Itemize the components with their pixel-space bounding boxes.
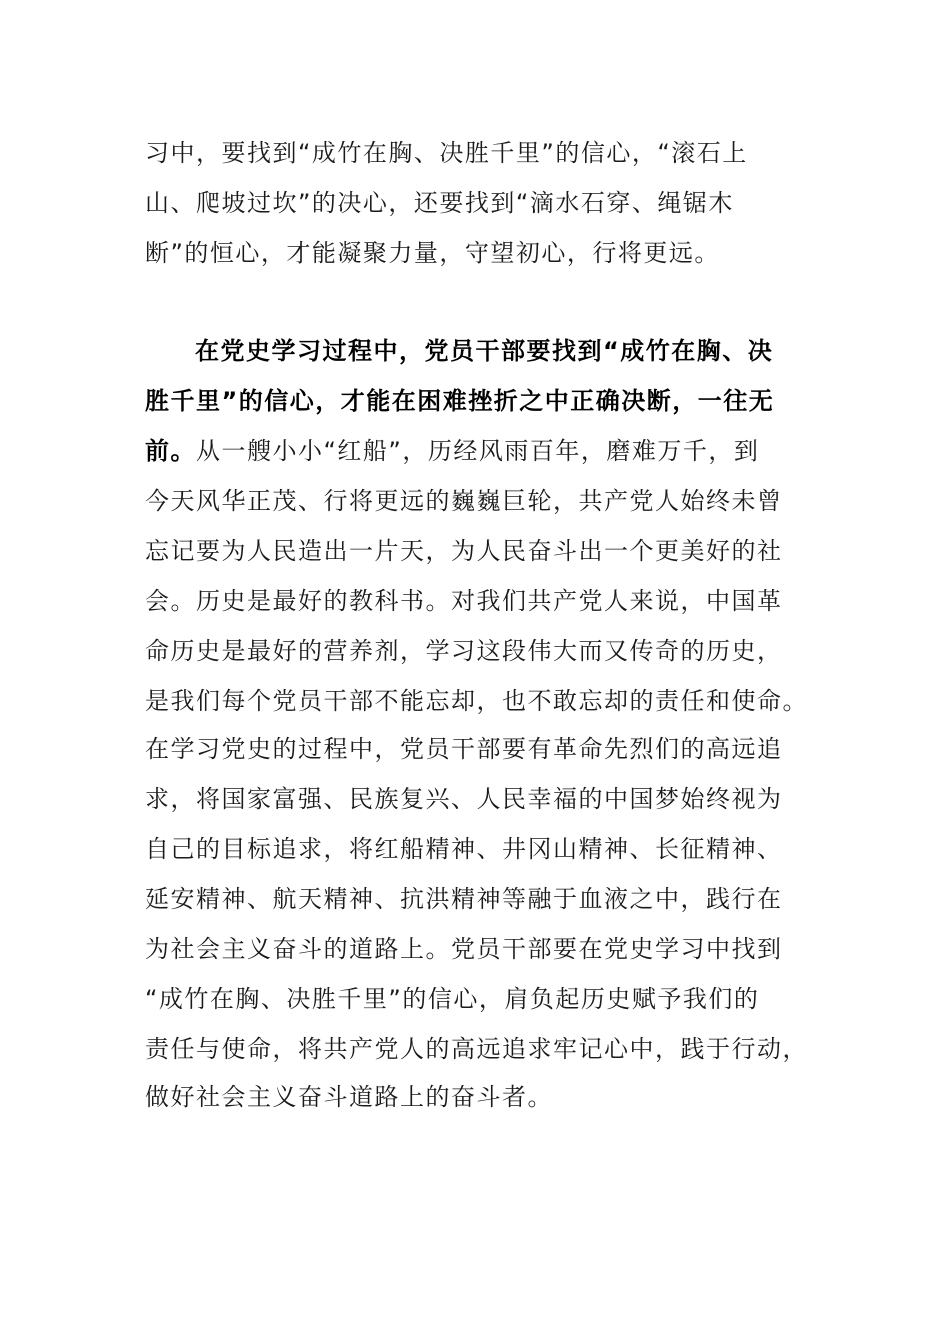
paragraph-2-bold-line-1: 在党史学习过程中，党员干部要找到“成竹在胸、决	[195, 337, 774, 365]
paragraph-1-line-1: 习中，要找到“成竹在胸、决胜千里”的信心，“滚石上	[145, 139, 748, 167]
paragraph-2-line-12: 责任与使命，将共产党人的高远追求牢记心中，践于行动，	[145, 1035, 808, 1063]
paragraph-2-line-5: 是我们每个党员干部不能忘却，也不敢忘却的责任和使命。	[145, 687, 808, 715]
paragraph-2-normal-fragment: 从一艘小小“红船”，历经风雨百年，磨难万千，到	[196, 437, 760, 465]
paragraph-2-line-1: 今天风华正茂、行将更远的巍巍巨轮，共产党人始终未曾	[145, 487, 783, 515]
paragraph-2-line-2: 忘记要为人民造出一片天，为人民奋斗出一个更美好的社	[145, 537, 783, 565]
paragraph-2-bold-fragment: 前。	[145, 437, 196, 465]
paragraph-2-line-8: 自己的目标追求，将红船精神、井冈山精神、长征精神、	[145, 835, 783, 863]
paragraph-2-line-10: 为社会主义奋斗的道路上。党员干部要在党史学习中找到	[145, 935, 783, 963]
paragraph-1-line-3: 断”的恒心，才能凝聚力量，守望初心，行将更远。	[145, 239, 720, 267]
paragraph-2-line-11: “成竹在胸、决胜千里”的信心，肩负起历史赋予我们的	[145, 985, 760, 1013]
paragraph-2-bold-line-2: 胜千里”的信心，才能在困难挫折之中正确决断，一往无	[145, 387, 775, 415]
paragraph-2-line-4: 命历史是最好的营养剂，学习这段伟大而又传奇的历史，	[145, 637, 783, 665]
paragraph-2-line-3: 会。历史是最好的教科书。对我们共产党人来说，中国革	[145, 587, 783, 615]
paragraph-2-line-13: 做好社会主义奋斗道路上的奋斗者。	[145, 1083, 553, 1111]
paragraph-2-line-6: 在学习党史的过程中，党员干部要有革命先烈们的高远追	[145, 735, 783, 763]
paragraph-2-line-7: 求，将国家富强、民族复兴、人民幸福的中国梦始终视为	[145, 785, 783, 813]
paragraph-2-line-9: 延安精神、航天精神、抗洪精神等融于血液之中，践行在	[145, 885, 783, 913]
paragraph-1-line-2: 山、爬坡过坎”的决心，还要找到“滴水石穿、绳锯木	[145, 189, 734, 217]
paragraph-2-mixed-line	[145, 426, 759, 476]
